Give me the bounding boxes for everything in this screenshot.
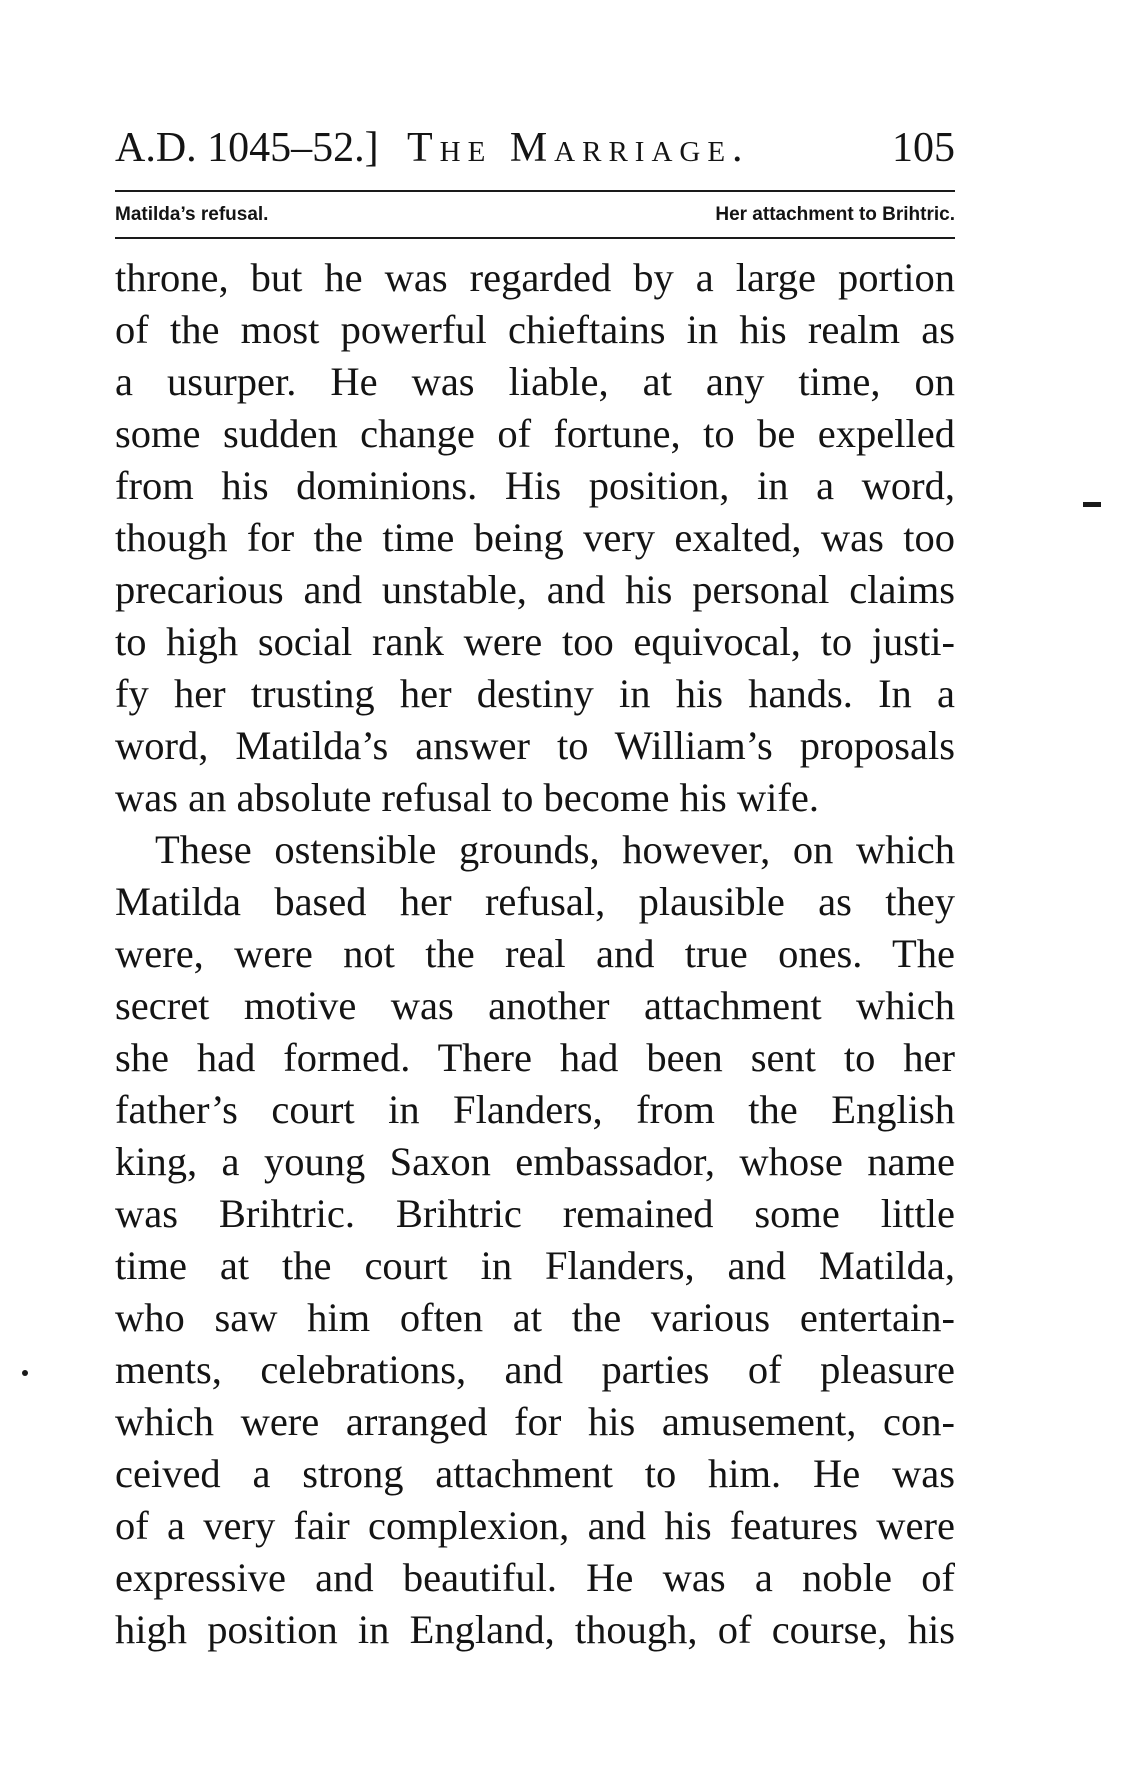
text-line: fy her trusting her destiny in his hands. In a bbox=[115, 671, 955, 716]
text-line: from his dominions. His position, in a word, bbox=[115, 463, 955, 508]
page-number: 105 bbox=[892, 125, 955, 171]
text-line: of a very fair complexion, and his features were bbox=[115, 1503, 955, 1548]
running-head-date-range: A.D. 1045–52.] bbox=[115, 125, 379, 171]
text-line: father’s court in Flanders, from the English bbox=[115, 1087, 955, 1132]
margin-dot-mark bbox=[22, 1370, 28, 1376]
text-line: of the most powerful chieftains in his realm as bbox=[115, 307, 955, 352]
body-text bbox=[115, 252, 955, 1656]
running-head bbox=[115, 118, 955, 178]
text-line: king, a young Saxon embassador, whose name bbox=[115, 1139, 955, 1184]
text-line: word, Matilda’s answer to William’s proposals bbox=[115, 723, 955, 768]
text-line: which were arranged for his amusement, con- bbox=[115, 1399, 955, 1444]
text-line: Matilda based her refusal, plausible as they bbox=[115, 879, 955, 924]
text-line: she had formed. There had been sent to her bbox=[115, 1035, 955, 1080]
text-line: expressive and beautiful. He was a noble of bbox=[115, 1555, 955, 1600]
text-line: who saw him often at the various entertain- bbox=[115, 1295, 955, 1340]
text-line: These ostensible grounds, however, on which bbox=[155, 827, 955, 872]
header-rule-bottom bbox=[115, 237, 955, 239]
text-line: though for the time being very exalted, was too bbox=[115, 515, 955, 560]
text-line: ceived a strong attachment to him. He was bbox=[115, 1451, 955, 1496]
text-line: was Brihtric. Brihtric remained some little bbox=[115, 1191, 955, 1236]
text-line: some sudden change of fortune, to be expelled bbox=[115, 411, 955, 456]
text-line: ments, celebrations, and parties of pleasure bbox=[115, 1347, 955, 1392]
side-note-left: Matilda’s refusal. bbox=[115, 204, 269, 225]
text-line: time at the court in Flanders, and Matilda, bbox=[115, 1243, 955, 1288]
paragraph-2 bbox=[115, 824, 955, 1656]
text-line: secret motive was another attachment which bbox=[115, 983, 955, 1028]
text-line: a usurper. He was liable, at any time, on bbox=[115, 359, 955, 404]
text-line: high position in England, though, of course, his bbox=[115, 1607, 955, 1652]
text-line: to high social rank were too equivocal, to justi- bbox=[115, 619, 955, 664]
text-line: precarious and unstable, and his personal claims bbox=[115, 567, 955, 612]
text-line: throne, but he was regarded by a large portion bbox=[115, 255, 955, 300]
running-head-chapter-title: The Marriage. bbox=[407, 125, 750, 171]
header-rule-top bbox=[115, 190, 955, 192]
text-line: were, were not the real and true ones. The bbox=[115, 931, 955, 976]
margin-dash-mark bbox=[1083, 502, 1101, 507]
text-line: was an absolute refusal to become his wife. bbox=[115, 775, 820, 820]
paragraph-1 bbox=[115, 252, 955, 824]
side-notes bbox=[115, 196, 955, 234]
side-note-right: Her attachment to Brihtric. bbox=[715, 204, 955, 225]
